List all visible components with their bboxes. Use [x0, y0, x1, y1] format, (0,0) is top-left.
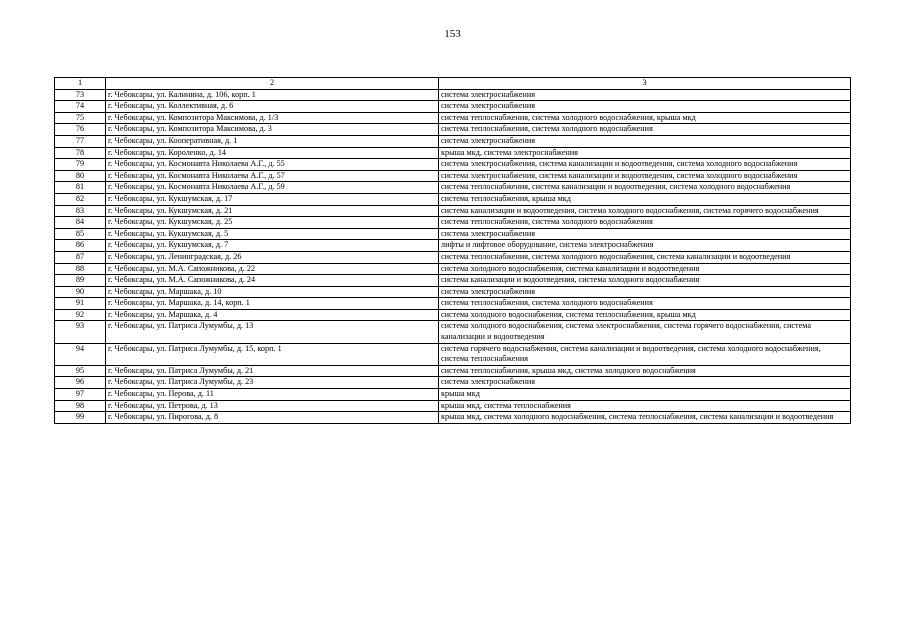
table-row — [55, 377, 851, 389]
address-cell: г. Чебоксары, ул. Композитора Максимова, д. 3 — [106, 124, 439, 136]
systems-cell: крыша мкд — [439, 389, 851, 401]
address-cell: г. Чебоксары, ул. Космонавта Николаева А.Г., д. 57 — [106, 170, 439, 182]
address-cell: г. Чебоксары, ул. М.А. Сапожникова, д. 22 — [106, 263, 439, 275]
row-number-cell: 82 — [55, 193, 106, 205]
address-cell: г. Чебоксары, ул. Маршака, д. 14, корп. 1 — [106, 298, 439, 310]
address-cell: г. Чебоксары, ул. М.А. Сапожникова, д. 24 — [106, 275, 439, 287]
row-number-cell: 88 — [55, 263, 106, 275]
table-row — [55, 251, 851, 263]
row-number-cell: 91 — [55, 298, 106, 310]
systems-cell: система теплоснабжения, крыша мкд, система холодного водоснабжения — [439, 365, 851, 377]
row-number-cell: 93 — [55, 321, 106, 343]
row-number-cell: 78 — [55, 147, 106, 159]
column-header: 3 — [439, 78, 851, 90]
address-cell: г. Чебоксары, ул. Кукшумская, д. 25 — [106, 217, 439, 229]
address-cell: г. Чебоксары, ул. Маршака, д. 10 — [106, 286, 439, 298]
table-row — [55, 240, 851, 252]
address-cell: г. Чебоксары, ул. Кукшумская, д. 21 — [106, 205, 439, 217]
address-cell: г. Чебоксары, ул. Петрова, д. 13 — [106, 400, 439, 412]
systems-cell: система электроснабжения, система канализации и водоотведения, система холодного водоснабжения — [439, 159, 851, 171]
row-number-cell: 89 — [55, 275, 106, 287]
systems-cell: система теплоснабжения, крыша мкд — [439, 193, 851, 205]
row-number-cell: 80 — [55, 170, 106, 182]
systems-cell: система холодного водоснабжения, система теплоснабжения, крыша мкд — [439, 309, 851, 321]
address-cell: г. Чебоксары, ул. Кооперативная, д. 1 — [106, 135, 439, 147]
address-cell: г. Чебоксары, ул. Короленко, д. 14 — [106, 147, 439, 159]
address-cell: г. Чебоксары, ул. Патриса Лумумбы, д. 21 — [106, 365, 439, 377]
row-number-cell: 87 — [55, 251, 106, 263]
table-row — [55, 228, 851, 240]
row-number-cell: 97 — [55, 389, 106, 401]
row-number-cell: 98 — [55, 400, 106, 412]
row-number-cell: 99 — [55, 412, 106, 424]
systems-cell: система теплоснабжения, система холодного водоснабжения — [439, 217, 851, 229]
address-cell: г. Чебоксары, ул. Композитора Максимова, д. 1/3 — [106, 112, 439, 124]
systems-cell: крыша мкд, система теплоснабжения — [439, 400, 851, 412]
address-cell: г. Чебоксары, ул. Патриса Лумумбы, д. 23 — [106, 377, 439, 389]
address-cell: г. Чебоксары, ул. Пирогова, д. 8 — [106, 412, 439, 424]
systems-cell: система электроснабжения — [439, 228, 851, 240]
table-row — [55, 135, 851, 147]
table-row — [55, 159, 851, 171]
table-row — [55, 263, 851, 275]
table-row — [55, 124, 851, 136]
table-row — [55, 205, 851, 217]
row-number-cell: 85 — [55, 228, 106, 240]
row-number-cell: 74 — [55, 101, 106, 113]
table-row — [55, 182, 851, 194]
systems-cell: крыша мкд, система электроснабжения — [439, 147, 851, 159]
systems-cell: система электроснабжения — [439, 135, 851, 147]
address-cell: г. Чебоксары, ул. Перова, д. 11 — [106, 389, 439, 401]
row-number-cell: 96 — [55, 377, 106, 389]
page-number: 153 — [444, 28, 461, 40]
table-row — [55, 193, 851, 205]
address-cell: г. Чебоксары, ул. Патриса Лумумбы, д. 13 — [106, 321, 439, 343]
column-header: 1 — [55, 78, 106, 90]
row-number-cell: 84 — [55, 217, 106, 229]
address-cell: г. Чебоксары, ул. Ленинградская, д. 26 — [106, 251, 439, 263]
systems-cell: система электроснабжения — [439, 377, 851, 389]
table-row — [55, 170, 851, 182]
row-number-cell: 95 — [55, 365, 106, 377]
systems-cell: система горячего водоснабжения, система канализации и водоотведения, система холодного водоснабжения, система теплоснабжения — [439, 343, 851, 365]
row-number-cell: 75 — [55, 112, 106, 124]
table-row — [55, 389, 851, 401]
table-body — [55, 89, 851, 423]
address-cell: г. Чебоксары, ул. Патриса Лумумбы, д. 15, корп. 1 — [106, 343, 439, 365]
systems-cell: крыша мкд, система холодного водоснабжения, система теплоснабжения, система канализации и водоотведения — [439, 412, 851, 424]
table-row — [55, 275, 851, 287]
systems-cell: система холодного водоснабжения, система электроснабжения, система горячего водоснабжения, система канализации и водоотведения — [439, 321, 851, 343]
column-header: 2 — [106, 78, 439, 90]
table-row — [55, 365, 851, 377]
address-cell: г. Чебоксары, ул. Космонавта Николаева А.Г., д. 59 — [106, 182, 439, 194]
row-number-cell: 79 — [55, 159, 106, 171]
row-number-cell: 73 — [55, 89, 106, 101]
table-row — [55, 321, 851, 343]
table-row — [55, 89, 851, 101]
table-header-row — [55, 78, 851, 90]
table-row — [55, 112, 851, 124]
table-row — [55, 101, 851, 113]
table-row — [55, 400, 851, 412]
systems-cell: система теплоснабжения, система канализации и водоотведения, система холодного водоснабжения — [439, 182, 851, 194]
address-cell: г. Чебоксары, ул. Коллективная, д. 6 — [106, 101, 439, 113]
table-row — [55, 343, 851, 365]
row-number-cell: 81 — [55, 182, 106, 194]
table-row — [55, 286, 851, 298]
row-number-cell: 83 — [55, 205, 106, 217]
table-row — [55, 412, 851, 424]
systems-cell: система теплоснабжения, система холодного водоснабжения, крыша мкд — [439, 112, 851, 124]
address-cell: г. Чебоксары, ул. Маршака, д. 4 — [106, 309, 439, 321]
systems-cell: система электроснабжения — [439, 89, 851, 101]
address-cell: г. Чебоксары, ул. Кукшумская, д. 7 — [106, 240, 439, 252]
table-row — [55, 309, 851, 321]
systems-cell: лифты и лифтовое оборудование, система электроснабжения — [439, 240, 851, 252]
row-number-cell: 77 — [55, 135, 106, 147]
address-cell: г. Чебоксары, ул. Космонавта Николаева А.Г., д. 55 — [106, 159, 439, 171]
systems-cell: система теплоснабжения, система холодного водоснабжения — [439, 298, 851, 310]
address-cell: г. Чебоксары, ул. Кукшумская, д. 5 — [106, 228, 439, 240]
row-number-cell: 94 — [55, 343, 106, 365]
systems-cell: система электроснабжения — [439, 101, 851, 113]
systems-cell: система холодного водоснабжения, система канализации и водоотведения — [439, 263, 851, 275]
systems-cell: система электроснабжения, система канализации и водоотведения, система холодного водоснабжения — [439, 170, 851, 182]
table-row — [55, 298, 851, 310]
systems-cell: система теплоснабжения, система холодного водоснабжения — [439, 124, 851, 136]
systems-cell: система канализации и водоотведения, система холодного водоснабжения — [439, 275, 851, 287]
address-cell: г. Чебоксары, ул. Кукшумская, д. 17 — [106, 193, 439, 205]
systems-cell: система канализации и водоотведения, система холодного водоснабжения, система горячего водоснабжения — [439, 205, 851, 217]
row-number-cell: 90 — [55, 286, 106, 298]
systems-cell: система теплоснабжения, система холодного водоснабжения, система канализации и водоотведения — [439, 251, 851, 263]
systems-cell: система электроснабжения — [439, 286, 851, 298]
table-row — [55, 217, 851, 229]
row-number-cell: 76 — [55, 124, 106, 136]
objects-table — [54, 77, 851, 424]
table-row — [55, 147, 851, 159]
row-number-cell: 86 — [55, 240, 106, 252]
row-number-cell: 92 — [55, 309, 106, 321]
address-cell: г. Чебоксары, ул. Калинина, д. 106, корп. 1 — [106, 89, 439, 101]
